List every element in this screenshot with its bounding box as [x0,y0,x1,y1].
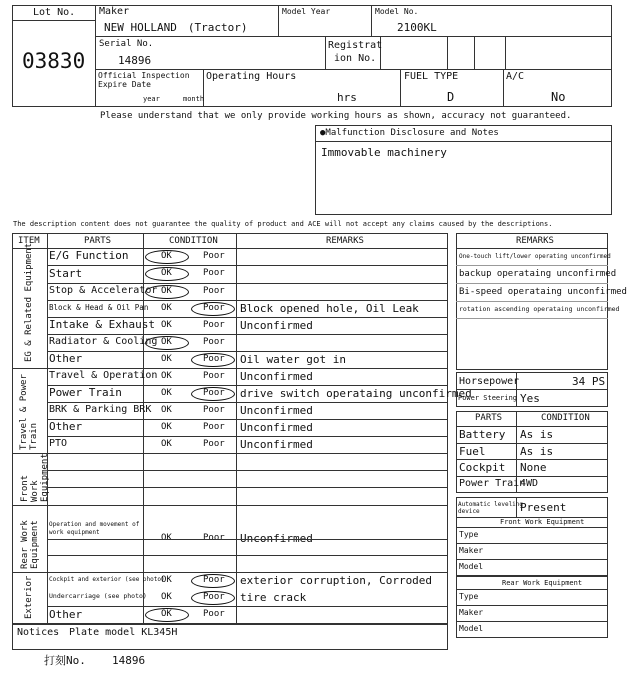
condition-poor[interactable]: Poor [203,532,225,543]
header-table [12,5,612,107]
divider [447,36,448,69]
divider [315,141,612,142]
rear-equipment-title: Rear Work Equipment [502,579,583,587]
row-remark: Block opened hole, Oil Leak [240,301,419,315]
condition-poor[interactable]: Poor [203,268,225,278]
model-no-value: 2100KL [397,21,437,34]
maker-value: NEW HOLLAND (Tractor) [104,21,248,34]
rear-model-label: Model [459,624,484,633]
horsepower-value: 34 PS [572,375,606,388]
divider [95,5,96,107]
row-remark: Unconfirmed [240,420,313,434]
row-divider [47,539,448,540]
selected-mark [145,285,189,299]
divider [456,543,608,544]
part-name: Battery [459,428,506,441]
row-divider [47,606,448,607]
divider [456,559,608,560]
row-remark: Unconfirmed [240,369,313,383]
condition-poor[interactable]: Poor [203,250,225,261]
row-remark: Oil water got in [240,352,346,366]
selected-mark [145,336,189,350]
condition-ok[interactable]: OK [161,319,172,330]
condition-ok[interactable]: OK [161,591,172,602]
row-divider [47,334,448,335]
rear-maker-label: Maker [459,608,484,617]
fuel-label: FUEL TYPE [404,71,459,82]
divider [456,301,608,302]
col-item: ITEM [18,236,40,246]
condition-label: CONDITION [541,413,590,423]
row-part: PTO [49,437,68,449]
notices-label: Notices [17,627,60,638]
lot-label: Lot No. [33,7,76,18]
row-part: Undercarriage (see photo) [49,592,147,601]
divider [456,283,608,284]
registration-label-2: ion No. [334,53,377,64]
condition-poor[interactable]: Poor [203,421,225,432]
side-remark: backup operataing unconfirmed [459,269,617,279]
notices-value: Plate model KL345H [69,627,178,638]
model-no-label: Model No. [375,7,419,16]
malfunction-label: ●Malfunction Disclosure and Notes [320,128,499,138]
col-parts: PARTS [84,236,112,246]
divider [456,459,608,460]
condition-ok[interactable]: OK [161,370,172,381]
serial-value: 14896 [118,54,152,67]
lot-value: 03830 [22,49,86,73]
condition-ok[interactable]: OK [161,532,172,543]
condition-poor[interactable]: Poor [203,336,225,347]
horsepower-label: Horsepower [459,376,520,387]
condition-poor[interactable]: Poor [203,370,225,381]
selected-mark [191,574,235,588]
front-maker-label: Maker [459,546,484,555]
row-part: Block & Head & Oil Pan [49,302,149,312]
selected-mark [145,608,189,622]
side-remark: One-touch lift/lower operating unconfirmed [459,253,611,260]
condition-ok[interactable]: OK [161,336,172,347]
condition-poor[interactable]: Poor [203,404,225,415]
inspection-label: Official Inspection [98,71,190,80]
row-remark: Unconfirmed [240,531,313,545]
condition-ok[interactable]: OK [161,404,172,415]
row-remark: Unconfirmed [240,437,313,451]
divider [12,572,448,573]
row-divider [47,487,448,488]
selected-mark [191,353,235,367]
registration-label: Registrat [328,40,383,51]
divider [456,426,608,427]
row-divider [47,265,448,266]
hours-unit: hrs [337,91,357,104]
row-remark: Unconfirmed [240,318,313,332]
part-value: 4WD [520,478,539,489]
divider [12,368,448,369]
divider [456,605,608,606]
hours-disclaimer: Please understand that we only provide working hours as shown, accuracy not guaranteed. [100,111,572,121]
row-divider [47,470,448,471]
front-model-label: Model [459,562,484,571]
condition-poor[interactable]: Poor [203,319,225,330]
row-part: Cockpit and exterior (see photo) [49,575,165,583]
inspection-label-2: Expire Date [98,80,151,89]
divider [456,476,608,477]
selected-mark [145,250,189,264]
row-part: Radiator & Cooling [49,335,158,347]
auto-level-label: Automatic leveling [458,501,524,508]
row-part: BRK & Parking BRK [49,403,152,415]
condition-ok[interactable]: OK [161,353,172,364]
condition-poor[interactable]: Poor [203,353,225,364]
condition-poor[interactable]: Poor [203,387,225,398]
part-name: Cockpit [459,461,506,474]
divider [456,527,608,528]
power-steering-value: Yes [520,392,540,405]
row-divider [47,419,448,420]
condition-ok[interactable]: OK [161,268,172,278]
divider [236,233,237,624]
auto-level-value: Present [520,501,567,514]
row-part: Travel & Operation [49,369,158,381]
row-divider [47,402,448,403]
part-name: Fuel [459,445,486,458]
part-name: Power Train [459,478,526,489]
divider [505,36,506,69]
row-part: Other [49,607,83,621]
year-label: year [143,95,160,103]
divider [325,36,326,69]
condition-ok[interactable]: OK [161,387,172,398]
selected-mark [191,591,235,605]
divider [47,233,48,624]
condition-ok[interactable]: OK [161,421,172,432]
group-exterior: Exterior [24,575,34,619]
divider [371,5,372,36]
row-divider [47,300,448,301]
auto-level-label-2: device [458,508,480,515]
divider [456,318,608,319]
condition-ok[interactable]: OK [161,250,172,261]
selected-mark [191,302,235,316]
row-divider [47,436,448,437]
ac-value: No [551,90,566,104]
rear-type-label: Type [459,592,479,601]
row-part: E/G Function [49,249,129,262]
condition-poor[interactable]: Poor [203,285,225,296]
group-eg: EG & Related Equipment [24,242,34,362]
condition-poor[interactable]: Poor [203,302,225,313]
col-remarks: REMARKS [326,236,364,246]
stamp-value: 14896 [112,654,146,667]
divider [474,36,475,69]
row-part: Start [49,266,83,280]
side-remark: Bi-speed operataing unconfirmed [459,287,627,297]
condition-ok[interactable]: OK [161,302,172,313]
row-remark: drive switch operataing unconfirmed [240,386,472,400]
side-remark: rotation ascending operataing unconfirmed [459,305,620,313]
row-remark: Unconfirmed [240,403,313,417]
divider [503,69,504,107]
divider [456,389,608,390]
group-rear: Rear Work Equipment [20,520,40,569]
hours-label: Operating Hours [206,71,297,82]
selected-mark [191,387,235,401]
condition-poor[interactable]: Poor [203,438,225,449]
divider [95,69,612,70]
parts-label: PARTS [475,413,503,423]
row-remark: tire crack [240,590,307,604]
divider [12,20,95,21]
divider [456,621,608,622]
condition-poor[interactable]: Poor [203,609,225,619]
divider [456,589,608,590]
divider [400,69,401,107]
group-travel: Travel & Power Train [19,374,39,450]
malfunction-value: Immovable machinery [321,146,447,159]
condition-poor[interactable]: Poor [203,574,225,585]
condition-ok[interactable]: OK [161,438,172,449]
condition-ok[interactable]: OK [161,574,172,585]
malfunction-box [315,125,612,215]
divider [456,443,608,444]
row-divider [47,283,448,284]
row-part: Operation and movement of work equipment [49,521,140,536]
divider [278,5,279,36]
fuel-value: D [447,90,455,104]
condition-ok[interactable]: OK [161,609,172,619]
divider [12,453,448,454]
description-disclaimer: The description content does not guarantee the quality of product and ACE will not accept any claims caused by the descriptions. [13,220,553,228]
group-front: Front Work Equipment [20,453,50,502]
model-year-label: Model Year [282,7,331,16]
maker-label: Maker [99,6,130,17]
part-value: As is [520,445,554,458]
divider [12,505,448,506]
ac-label: A/C [506,71,525,82]
selected-mark [145,267,189,281]
front-type-label: Type [459,530,479,539]
part-value: As is [520,428,554,441]
row-part: Other [49,420,83,433]
part-value: None [520,461,547,474]
row-part: Intake & Exhaust [49,318,155,331]
divider [456,265,608,266]
side-remarks-title: REMARKS [516,236,554,246]
front-equipment-title: Front Work Equipment [500,518,585,526]
power-steering-label: Power Steering [458,394,518,402]
divider [456,248,608,249]
stamp-label: 打刻No. [44,654,86,667]
condition-poor[interactable]: Poor [203,591,225,602]
row-divider [47,555,448,556]
divider [95,36,612,37]
row-remark: exterior corruption, Corroded [240,573,433,587]
row-part: Power Train [49,386,122,399]
serial-label: Serial No. [99,39,154,49]
row-divider [47,351,448,352]
row-part: Other [49,352,83,365]
col-condition: CONDITION [169,236,218,246]
month-label: month [183,95,205,103]
condition-ok[interactable]: OK [161,285,172,296]
row-part: Stop & Accelerator [49,284,158,296]
